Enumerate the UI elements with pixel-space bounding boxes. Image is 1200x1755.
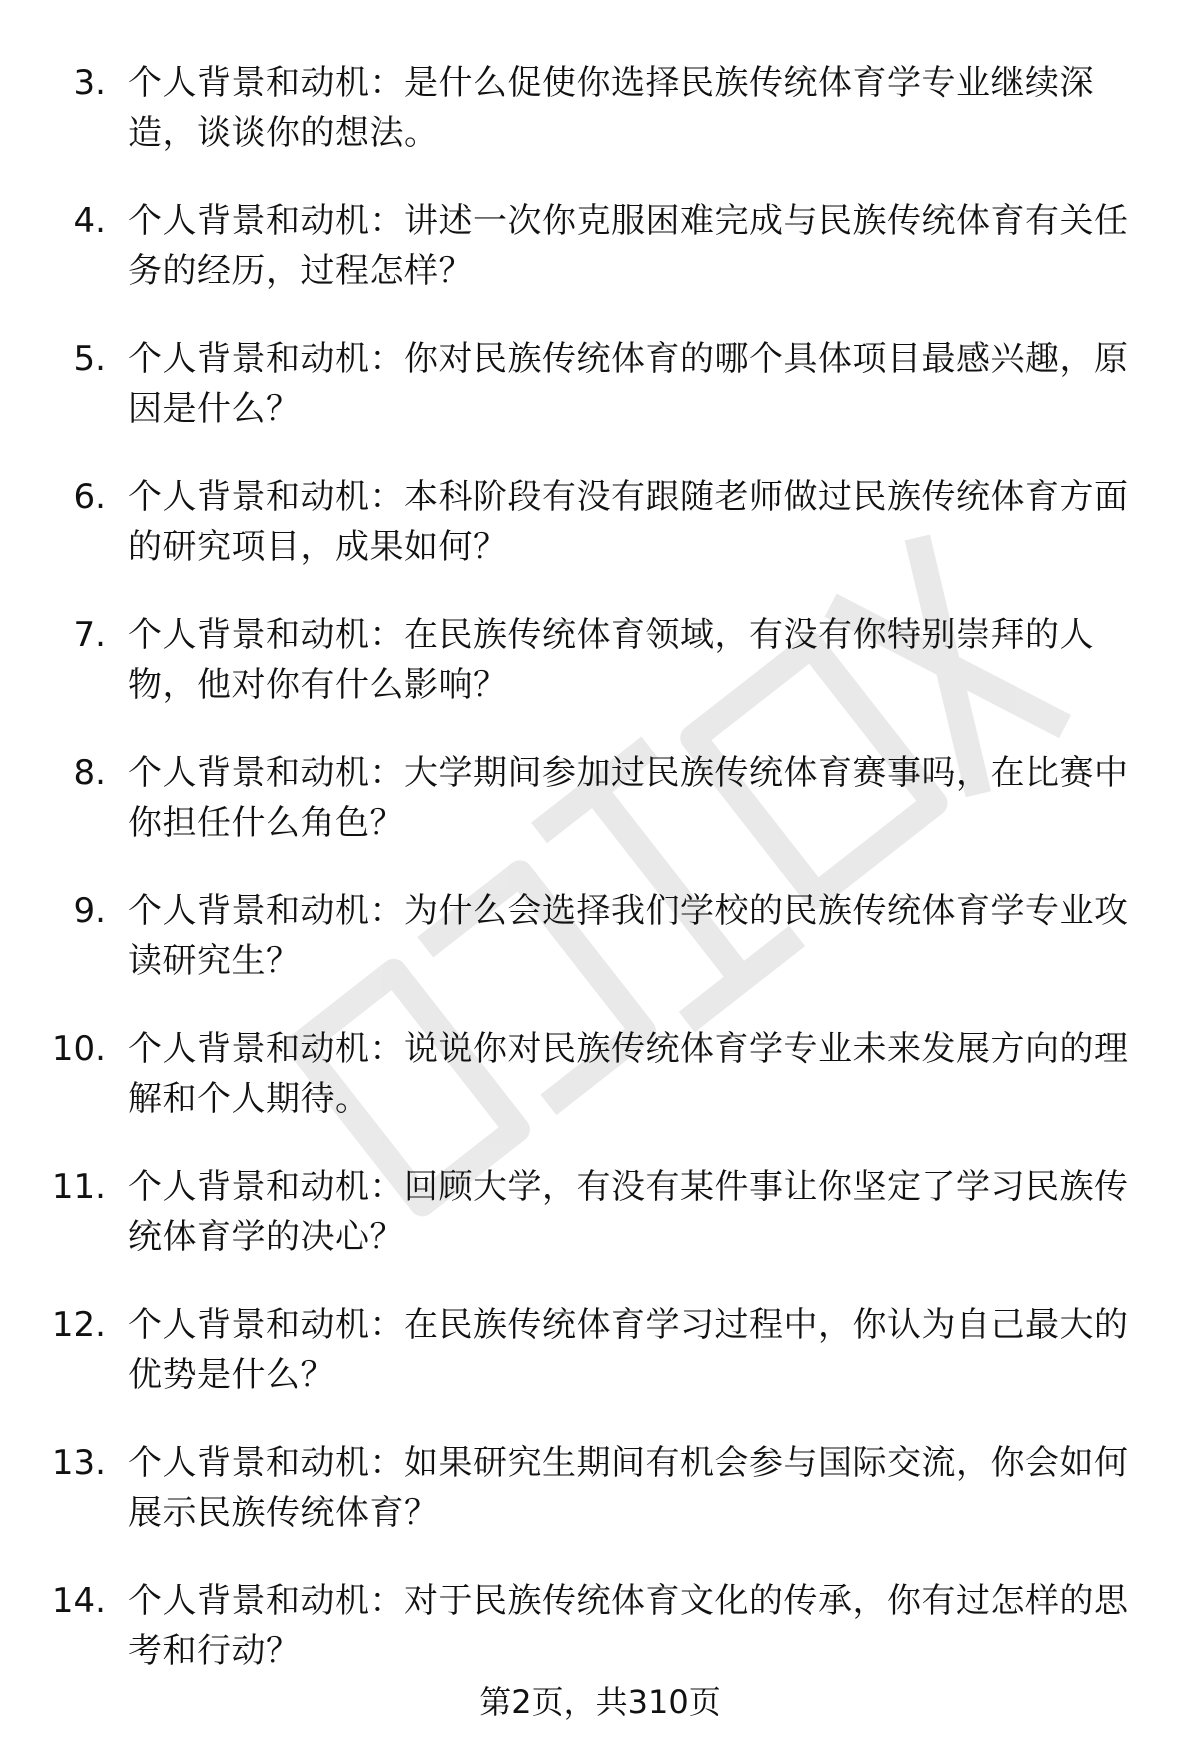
question-item [0,886,1200,1024]
question-number: 9. [73,891,106,931]
question-number: 3. [73,63,106,103]
question-list [0,58,1200,1714]
question-item [0,196,1200,334]
question-item [0,58,1200,196]
question-number: 12. [51,1305,106,1345]
question-item [0,1300,1200,1438]
question-number: 4. [73,201,106,241]
question-text: 个人背景和动机：对于民族传统体育文化的传承，你有过怎样的思考和行动？ [128,1581,1129,1671]
question-text: 个人背景和动机：为什么会选择我们学校的民族传统体育学专业攻读研究生？ [128,891,1129,981]
question-number: 8. [73,753,106,793]
page-footer [0,1680,1200,1724]
question-text: 个人背景和动机：说说你对民族传统体育学专业未来发展方向的理解和个人期待。 [128,1029,1129,1119]
question-text: 个人背景和动机：在民族传统体育领域，有没有你特别崇拜的人物，他对你有什么影响？ [128,615,1094,705]
question-number: 5. [73,339,106,379]
question-item [0,1162,1200,1300]
question-number: 11. [51,1167,106,1207]
question-number: 7. [73,615,106,655]
question-item [0,1438,1200,1576]
question-number: 13. [51,1443,106,1483]
question-text: 个人背景和动机：大学期间参加过民族传统体育赛事吗，在比赛中你担任什么角色？ [128,753,1129,843]
question-item [0,472,1200,610]
question-number: 14. [51,1581,106,1621]
question-text: 个人背景和动机：讲述一次你克服困难完成与民族传统体育有关任务的经历，过程怎样？ [128,201,1129,291]
question-text: 个人背景和动机：你对民族传统体育的哪个具体项目最感兴趣，原因是什么？ [128,339,1129,429]
question-item [0,748,1200,886]
question-text: 个人背景和动机：在民族传统体育学习过程中，你认为自己最大的优势是什么？ [128,1305,1129,1395]
question-item [0,610,1200,748]
question-item [0,334,1200,472]
page-number-label: 第2页，共310页 [479,1683,721,1721]
question-text: 个人背景和动机：如果研究生期间有机会参与国际交流，你会如何展示民族传统体育？ [128,1443,1129,1533]
question-text: 个人背景和动机：本科阶段有没有跟随老师做过民族传统体育方面的研究项目，成果如何？ [128,477,1129,567]
question-item [0,1024,1200,1162]
question-number: 6. [73,477,106,517]
question-text: 个人背景和动机：是什么促使你选择民族传统体育学专业继续深造，谈谈你的想法。 [128,63,1094,153]
question-number: 10. [51,1029,106,1069]
question-text: 个人背景和动机：回顾大学，有没有某件事让你坚定了学习民族传统体育学的决心？ [128,1167,1129,1257]
